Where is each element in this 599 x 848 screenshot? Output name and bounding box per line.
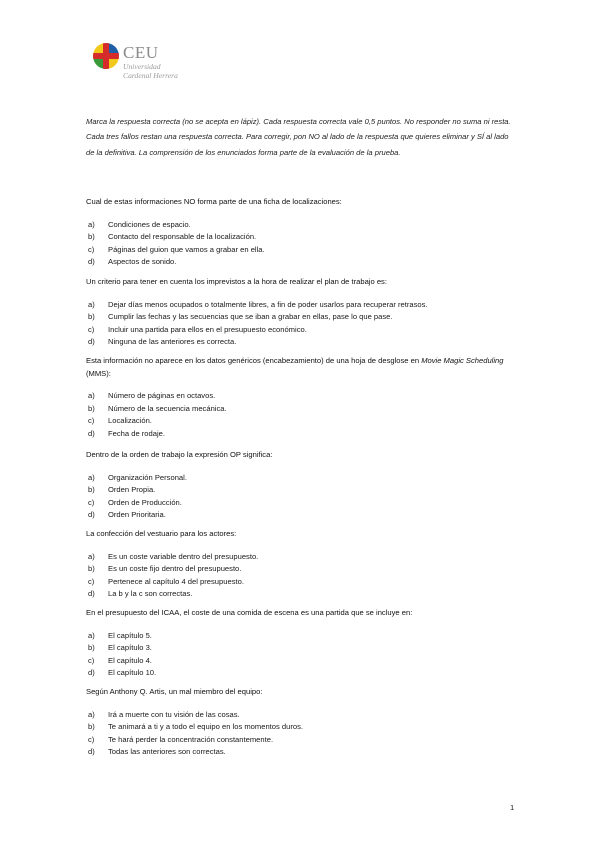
option-letter: a)	[88, 472, 95, 482]
question-text: En el presupuesto del ICAA, el coste de una comida de escena es una partida que se incluye en:	[86, 608, 413, 617]
software-name: Movie Magic Scheduling	[421, 356, 504, 365]
options-list	[86, 551, 526, 601]
option-letter: d)	[88, 747, 95, 757]
option-text: Irá a muerte con tu visión de las cosas.	[108, 709, 240, 719]
question-1	[86, 196, 526, 269]
option-letter: b)	[88, 403, 95, 413]
question-text: Según Anthony Q. Artis, un mal miembro del equipo:	[86, 687, 263, 696]
option-c[interactable]	[86, 244, 526, 257]
option-c[interactable]	[86, 576, 526, 589]
option-text: Incluir una partida para ellos en el presupuesto económico.	[108, 324, 307, 334]
page-number: 1	[510, 803, 515, 812]
option-text: Pertenece al capítulo 4 del presupuesto.	[108, 576, 244, 586]
option-b[interactable]	[86, 403, 526, 416]
option-text: Aspectos de sonido.	[108, 257, 177, 267]
question-6	[86, 607, 526, 680]
option-text: Dejar días menos ocupados o totalmente libres, a fin de poder usarlos para recuperar retrasos.	[108, 299, 428, 309]
option-text: El capítulo 5.	[108, 630, 152, 640]
option-text: Organización Personal.	[108, 472, 187, 482]
question-text: La confección del vestuario para los actores:	[86, 529, 237, 538]
option-text: La b y la c son correctas.	[108, 589, 193, 599]
question-4	[86, 449, 526, 522]
option-letter: b)	[88, 485, 95, 495]
question-5	[86, 528, 526, 601]
option-text: Condiciones de espacio.	[108, 219, 191, 229]
option-text: Es un coste fijo dentro del presupuesto.	[108, 564, 242, 574]
option-text: Te hará perder la concentración constantemente.	[108, 734, 274, 744]
option-letter: a)	[88, 630, 95, 640]
option-letter: d)	[88, 589, 95, 599]
option-d[interactable]	[86, 667, 526, 680]
question-text: Cual de estas informaciones NO forma parte de una ficha de localizaciones:	[86, 197, 342, 206]
option-letter: c)	[88, 576, 95, 586]
option-text: El capítulo 10.	[108, 668, 157, 678]
option-text: Número de la secuencia mecánica.	[108, 403, 227, 413]
option-text: Localización.	[108, 416, 152, 426]
question-text	[86, 355, 526, 380]
options-list	[86, 630, 526, 680]
option-b[interactable]	[86, 642, 526, 655]
option-b[interactable]	[86, 311, 526, 324]
option-text: Ninguna de las anteriores es correcta.	[108, 337, 237, 347]
option-a[interactable]	[86, 390, 526, 403]
options-list	[86, 390, 526, 440]
option-text: Número de páginas en octavos.	[108, 391, 216, 400]
option-c[interactable]	[86, 734, 526, 747]
logo-subtitle-line1: Universidad	[123, 62, 161, 71]
question-text: Un criterio para tener en cuenta los imprevistos a la hora de realizar el plan de trabajo es:	[86, 277, 387, 286]
option-letter: c)	[88, 244, 95, 254]
options-list	[86, 299, 526, 349]
option-text: Te animará a ti y a todo el equipo en los momentos duros.	[108, 722, 304, 732]
option-c[interactable]	[86, 655, 526, 668]
logo-subtitle	[123, 62, 178, 80]
option-letter: d)	[88, 668, 95, 678]
option-letter: a)	[88, 299, 95, 309]
option-c[interactable]	[86, 497, 526, 510]
option-letter: b)	[88, 564, 95, 574]
option-letter: d)	[88, 510, 95, 520]
option-letter: b)	[88, 722, 95, 732]
options-list	[86, 472, 526, 522]
option-letter: d)	[88, 257, 95, 267]
option-a[interactable]	[86, 472, 526, 485]
option-text: Páginas del guion que vamos a grabar en ella.	[108, 244, 265, 254]
question-2	[86, 276, 526, 349]
option-a[interactable]	[86, 709, 526, 722]
options-list	[86, 709, 526, 759]
question-text-end: (MMS):	[86, 368, 111, 378]
option-text: Es un coste variable dentro del presupuesto.	[108, 551, 259, 561]
option-text: Cumplir las fechas y las secuencias que se iban a grabar en ellas, pase lo que pase.	[108, 312, 393, 322]
option-letter: a)	[88, 219, 95, 229]
option-text: Todas las anteriores son correctas.	[108, 747, 226, 757]
question-3	[86, 355, 526, 440]
option-letter: c)	[88, 497, 95, 507]
option-letter: b)	[88, 232, 95, 242]
option-text: Contacto del responsable de la localización.	[108, 232, 257, 242]
option-letter: b)	[88, 643, 95, 653]
option-d[interactable]	[86, 428, 526, 441]
option-b[interactable]	[86, 484, 526, 497]
option-c[interactable]	[86, 415, 526, 428]
option-letter: c)	[88, 655, 95, 665]
logo-subtitle-line2: Cardenal Herrera	[123, 71, 178, 80]
option-letter: c)	[88, 734, 95, 744]
option-a[interactable]	[86, 299, 526, 312]
option-b[interactable]	[86, 231, 526, 244]
option-text: Fecha de rodaje.	[108, 428, 165, 438]
question-text: Dentro de la orden de trabajo la expresión OP significa:	[86, 450, 273, 459]
option-d[interactable]	[86, 336, 526, 349]
option-d[interactable]	[86, 256, 526, 269]
option-letter: c)	[88, 324, 95, 334]
option-b[interactable]	[86, 721, 526, 734]
option-d[interactable]	[86, 509, 526, 522]
question-7	[86, 686, 526, 759]
option-a[interactable]	[86, 219, 526, 232]
option-text: Orden de Producción.	[108, 497, 182, 507]
option-text: Orden Propia.	[108, 485, 156, 495]
logo-name: CEU	[123, 43, 159, 62]
option-letter: b)	[88, 312, 95, 322]
option-text: Orden Prioritaria.	[108, 510, 166, 520]
option-b[interactable]	[86, 563, 526, 576]
option-letter: d)	[88, 428, 95, 438]
option-text: El capítulo 3.	[108, 643, 152, 653]
option-letter: c)	[88, 416, 95, 426]
option-text: El capítulo 4.	[108, 655, 152, 665]
option-d[interactable]	[86, 588, 526, 601]
option-letter: a)	[88, 551, 95, 561]
option-letter: a)	[88, 391, 95, 400]
option-d[interactable]	[86, 746, 526, 759]
question-text-start: Esta información no aparece en los datos genéricos (encabezamiento) de una hoja de desglose en	[86, 356, 422, 365]
option-letter: a)	[88, 709, 95, 719]
exam-instructions: Marca la respuesta correcta (no se acepta en lápiz). Cada respuesta correcta vale 0,5 puntos. No responder no suma ni resta. Cada tres fallos restan una respuesta correcta. Para corregir, pon NO al lado de la respuesta que quieres eliminar y SÍ al lado de la definitiva. La comprensión de los enunciados forma parte de la evaluación de la prueba.	[86, 117, 511, 157]
option-letter: d)	[88, 337, 95, 347]
option-c[interactable]	[86, 324, 526, 337]
options-list	[86, 219, 526, 269]
option-a[interactable]	[86, 630, 526, 643]
university-logo	[92, 42, 202, 84]
option-a[interactable]	[86, 551, 526, 564]
ceu-emblem-icon	[92, 42, 120, 70]
